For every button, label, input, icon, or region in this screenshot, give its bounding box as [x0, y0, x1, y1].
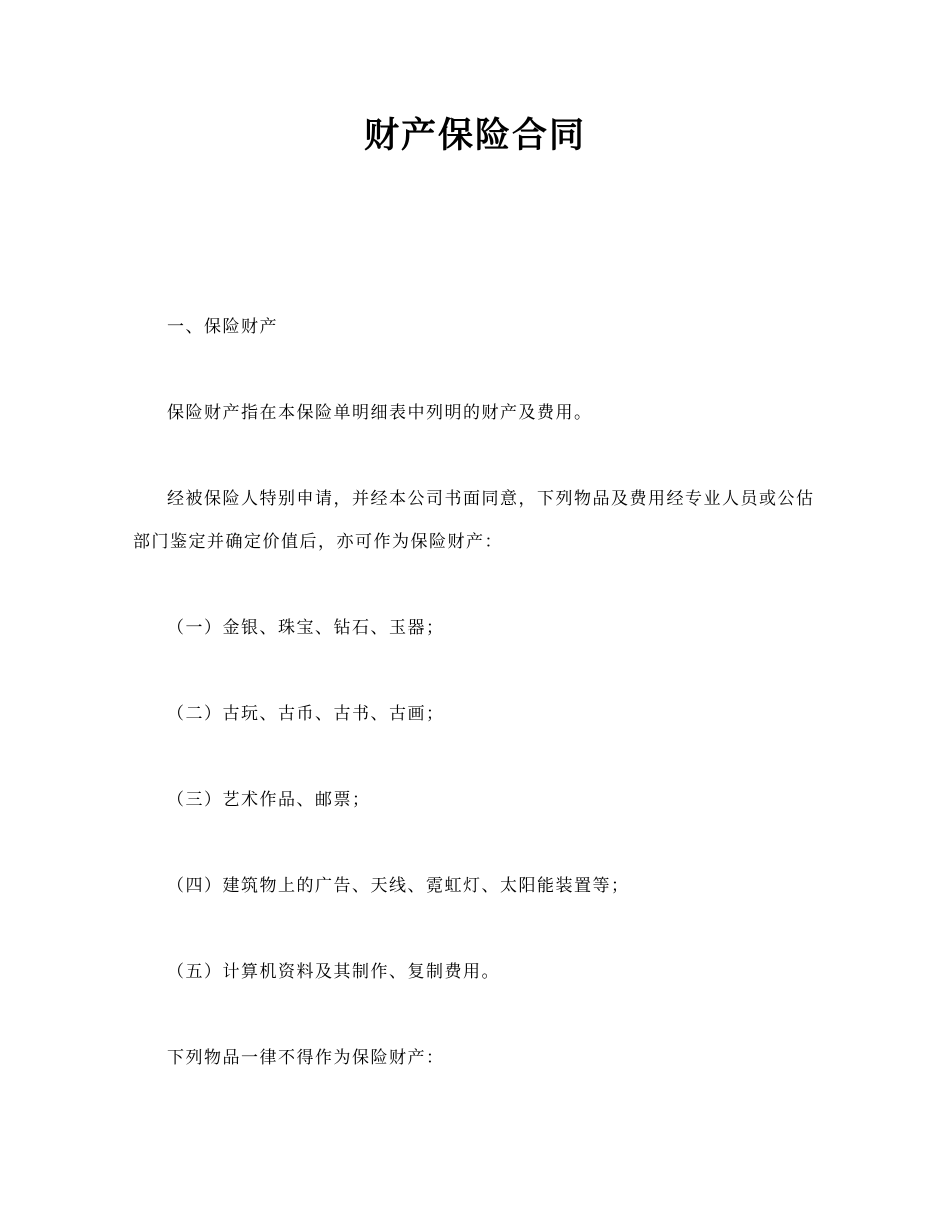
list-item-4: （四）建筑物上的广告、天线、霓虹灯、太阳能装置等；	[167, 876, 630, 895]
document-title: 财产保险合同	[363, 116, 586, 155]
section-heading-insured-property: 一、保险财产	[167, 317, 278, 336]
paragraph-special-application: 经被保险人特别申请，并经本公司书面同意，下列物品及费用经专业人员或公估部门鉴定并确定价值后，亦可作为保险财产：	[133, 489, 815, 551]
list-item-5: （五）计算机资料及其制作、复制费用。	[167, 962, 500, 981]
paragraph-insured-property-definition: 保险财产指在本保险单明细表中列明的财产及费用。	[167, 403, 593, 422]
list-item-1: （一）金银、珠宝、钻石、玉器；	[167, 618, 445, 637]
document-body	[133, 305, 817, 1079]
list-item-2: （二）古玩、古币、古书、古画；	[167, 704, 445, 723]
paragraph-excluded-items-intro: 下列物品一律不得作为保险财产：	[167, 1048, 445, 1067]
list-item-3: （三）艺术作品、邮票；	[167, 790, 371, 809]
